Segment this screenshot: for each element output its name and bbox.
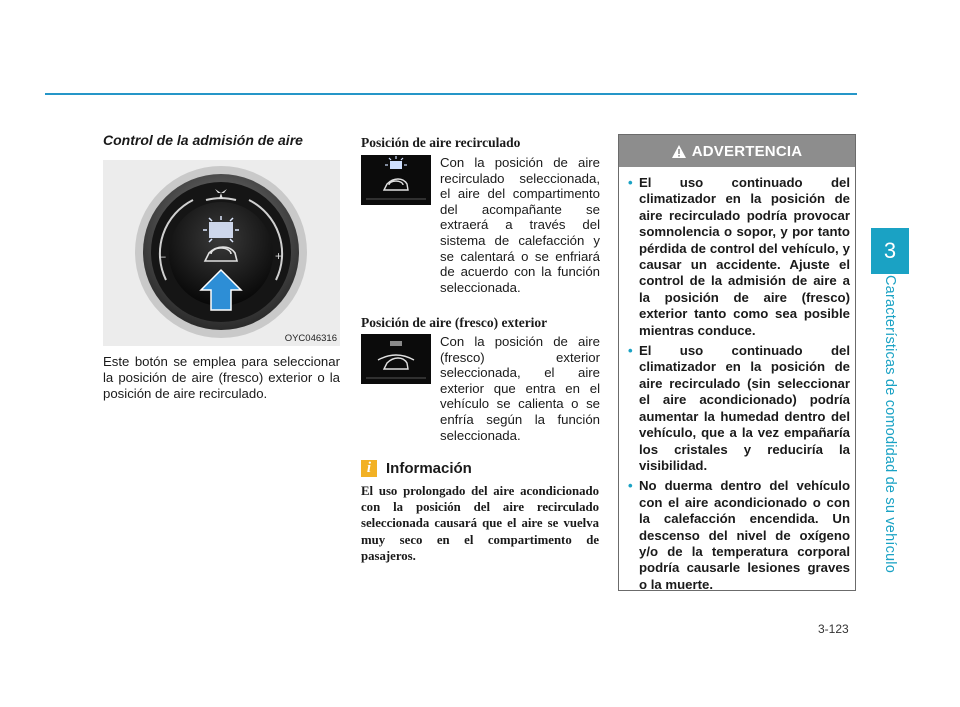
warning-item-text: El uso continuado del climatizador en la posición de aire recirculado podría provocar somnolencia o sopor, y por tanto pérdida de control del vehículo, y causar un accidente. Ajuste el control de la admisión de aire a la posición de aire (fresco) exterior tanto como sea posible mientras conduce. — [639, 175, 850, 338]
fresh-text: Con la posición de aire (fresco) exterior seleccionada, el aire exterior que entra en el vehículo se calienta o se enfría según la función seleccionada. — [440, 334, 600, 443]
info-body: El uso prolongado del aire acondicionado con la posición del aire recirculado seleccionada causará que el aire se vuelva muy seco en el compartimento de pasajeros. — [361, 484, 599, 563]
recirc-heading: Posición de aire recirculado — [361, 135, 521, 150]
fresh-button-thumbnail — [361, 334, 431, 384]
svg-text:–: – — [159, 249, 166, 263]
recirc-icon — [361, 155, 431, 205]
warning-item-text: El uso continuado del climatizador en la posición de aire recirculado (sin seleccionar el aire acondicionado) podría aumentar la humedad dentro del vehículo, que a la vez empañaría los cristales y reduciría la visibilidad. — [639, 343, 850, 473]
info-icon: i — [361, 460, 377, 477]
figure-code: OYC046316 — [284, 333, 337, 344]
chapter-number-tab[interactable] — [871, 228, 909, 274]
bullet-icon: • — [628, 478, 633, 494]
fresh-heading: Posición de aire (fresco) exterior — [361, 315, 548, 330]
svg-text:+: + — [275, 249, 283, 263]
warning-item — [626, 343, 850, 474]
air-intake-knob-figure — [103, 160, 340, 346]
recirc-button-thumbnail — [361, 155, 431, 205]
section-heading: Control de la admisión de aire — [103, 132, 303, 148]
page-number: 3-123 — [818, 622, 849, 636]
warning-box — [618, 134, 856, 591]
chapter-number: 3 — [883, 238, 897, 263]
recirc-text: Con la posición de aire recirculado seleccionada, el aire del compartimento del acompañante se extraerá a través del sistema de calefacción y se calentará o se enfriará de acuerdo con la función seleccionada. — [440, 155, 600, 295]
warning-triangle-icon — [672, 145, 686, 158]
air-intake-knob-illustration — [103, 160, 340, 346]
chapter-title: Características de comodidad de su vehículo — [882, 275, 898, 573]
section-paragraph: Este botón se emplea para seleccionar la posición de aire (fresco) exterior o la posición de aire recirculado. — [103, 354, 340, 401]
fresh-air-icon — [361, 334, 431, 384]
warning-list — [626, 175, 850, 597]
warning-title: ADVERTENCIA — [691, 142, 803, 160]
bullet-icon: • — [628, 175, 633, 190]
warning-item-text: No duerma dentro del vehículo con el aire acondicionado o con la calefacción encendida. Un descenso del nivel de oxígeno y/o de la temperatura corporal podría causarle lesiones graves o la muerte. — [639, 478, 850, 592]
warning-item — [626, 478, 850, 593]
info-title: Información — [386, 460, 472, 477]
warning-item — [626, 175, 850, 339]
bullet-icon: • — [628, 343, 633, 359]
warning-header — [619, 135, 855, 167]
header-rule — [45, 93, 857, 95]
